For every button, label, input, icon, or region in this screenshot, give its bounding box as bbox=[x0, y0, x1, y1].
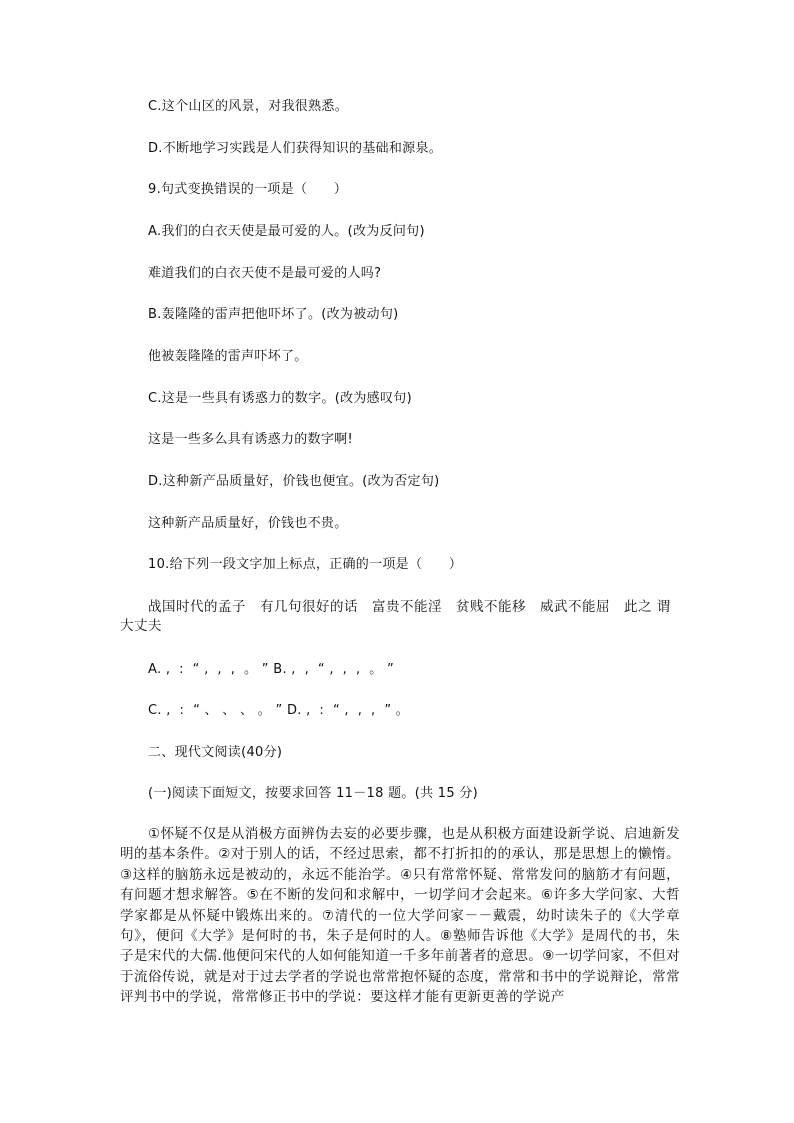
q9-option-d-answer: 这种新产品质量好，价钱也不贵。 bbox=[148, 516, 348, 531]
q9-option-d: D.这种新产品质量好，价钱也便宜。(改为否定句) bbox=[148, 474, 440, 489]
q9-option-a-answer: 难道我们的白衣天使不是最可爱的人吗? bbox=[148, 266, 382, 281]
q10-options-ab: A. , : “ , , , 。 ” B. , , “ , , , 。 ” bbox=[148, 662, 395, 677]
section-heading: 二、现代文阅读(40分) bbox=[148, 745, 283, 760]
q9-option-b-answer: 他被轰隆隆的雷声吓坏了。 bbox=[148, 349, 308, 364]
option-d-line: D.不断地学习实践是人们获得知识的基础和源泉。 bbox=[148, 141, 443, 156]
q10-options-cd: C. , : “ 、 、 、 。 ” D. , : “ , , , ” 。 bbox=[148, 703, 410, 718]
q9-option-b: B.轰隆隆的雷声把他吓坏了。(改为被动句) bbox=[148, 307, 399, 322]
subsection-heading: (一)阅读下面短文，按要求回答 11－18 题。(共 15 分) bbox=[148, 786, 479, 801]
q10-passage: 战国时代的孟子 有几句很好的话 富贵不能淫 贫贱不能移 威武不能屈 此之 谓大丈夫 bbox=[120, 599, 671, 634]
option-c-line: C.这个山区的风景，对我很熟悉。 bbox=[148, 99, 349, 114]
reading-passage: ①怀疑不仅是从消极方面辨伪去妄的必要步骤，也是从积极方面建设新学说、启迪新发明的基本条件。②对于别人的话，不经过思索，都不打折扣的的承认，那是思想上的懒惰。③这样的脑筋永远是被动的，永远不能治学。④只有常常怀疑、常常发问的脑筋才有问题，有问题才想求解答。⑤在不断的发问和求解中，一切学问才会起来。⑥许多大学问家、大哲学家都是从怀疑中锻炼出来的。⑦清代的一位大学问家－－戴震，幼时读朱子的《大学章句》，便问《大学》是何时的书，朱子是何时的人。⑧塾师告诉他《大学》是周代的书，朱子是宋代的大儒.他便问宋代的人如何能知道一千多年前著者的意思。⑨一切学问家，不但对于流俗传说，就是对于过去学者的学说也常常抱怀疑的态度，常常和书中的学说辩论，常常评判书中的学说，常常修正书中的学说：要这样才能有更新更善的学说产 bbox=[120, 826, 680, 1006]
q9-option-c-answer: 这是一些多么具有诱惑力的数字啊! bbox=[148, 432, 354, 447]
q9-option-a: A.我们的白衣天使是最可爱的人。(改为反问句) bbox=[148, 224, 425, 239]
q9-option-c: C.这是一些具有诱惑力的数字。(改为感叹句) bbox=[148, 391, 412, 406]
question-9: 9.句式变换错误的一项是（ ） bbox=[148, 182, 348, 197]
question-10: 10.给下列一段文字加上标点，正确的一项是（ ） bbox=[148, 557, 463, 572]
